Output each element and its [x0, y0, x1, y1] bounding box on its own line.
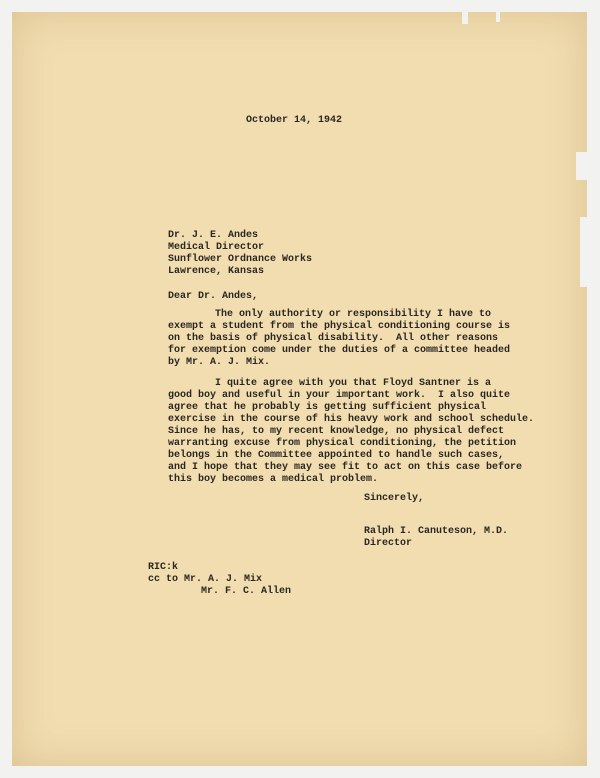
signer-name: Ralph I. Canuteson, M.D. [364, 526, 509, 537]
paragraph1-line: exempt a student from the physical conditioning course is [168, 321, 511, 332]
recipient-name: Dr. J. E. Andes [168, 230, 259, 241]
cc-line: cc to Mr. A. J. Mix [148, 574, 263, 585]
recipient-organization: Sunflower Ordnance Works [168, 254, 313, 265]
paragraph2-line: Since he has, to my recent knowledge, no physical defect [168, 426, 505, 437]
closing: Sincerely, [364, 493, 425, 504]
recipient-location: Lawrence, Kansas [168, 266, 265, 277]
paragraph1-line: on the basis of physical disability. All other reasons [168, 333, 499, 344]
signer-title: Director [364, 538, 413, 549]
paragraph2-line: exercise in the course of his heavy work and school schedule. [168, 414, 535, 425]
paragraph2-line: belongs in the Committee appointed to handle such cases, [168, 450, 505, 461]
paragraph1-line: for exemption come under the duties of a committee headed [168, 345, 511, 356]
paper-tear [462, 12, 468, 24]
paper-tear [496, 12, 500, 22]
letter-date: October 14, 1942 [246, 115, 343, 126]
letter-page [12, 12, 587, 766]
paragraph1-line: by Mr. A. J. Mix. [168, 357, 271, 368]
salutation: Dear Dr. Andes, [168, 291, 259, 302]
recipient-title: Medical Director [168, 242, 265, 253]
paper-tear [580, 217, 587, 287]
paper-tear [576, 152, 587, 180]
paragraph1-line: The only authority or responsibility I have to [215, 309, 492, 320]
paragraph2-line: warranting excuse from physical conditioning, the petition [168, 438, 517, 449]
paragraph2-line: agree that he probably is getting sufficient physical [168, 402, 487, 413]
paragraph2-line: I quite agree with you that Floyd Santner is a [215, 378, 492, 389]
paragraph2-line: and I hope that they may see fit to act on this case before [168, 462, 523, 473]
cc-line: Mr. F. C. Allen [201, 586, 292, 597]
letter-body [12, 12, 587, 766]
typist-initials: RIC:k [148, 562, 179, 573]
paragraph2-line: this boy becomes a medical problem. [168, 474, 379, 485]
paragraph2-line: good boy and useful in your important work. I also quite [168, 390, 511, 401]
